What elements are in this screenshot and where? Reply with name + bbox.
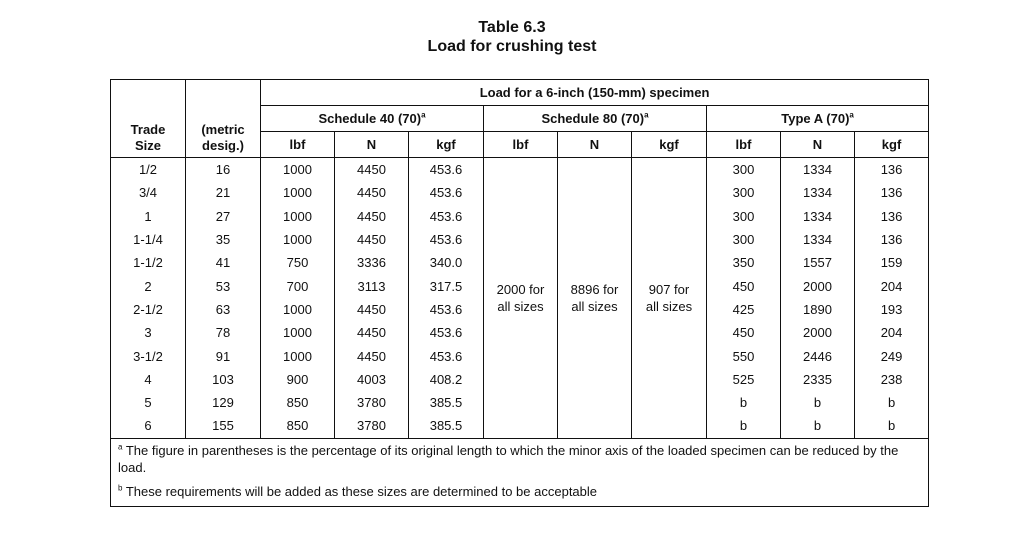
- unit-header: kgf: [409, 132, 484, 158]
- type-a-lbf-cell: 525: [707, 368, 781, 391]
- trade-size-cell: 6: [111, 414, 186, 438]
- table-title: Load for crushing test: [427, 38, 597, 55]
- crushing-load-table: [110, 79, 929, 507]
- metric-designation-cell: 35: [186, 228, 261, 251]
- type-a-n-cell: 1557: [781, 251, 855, 274]
- unit-header: kgf: [632, 132, 707, 158]
- metric-designation-cell: 78: [186, 321, 261, 344]
- type-a-lbf-cell: 425: [707, 298, 781, 321]
- metric-designation-cell: 53: [186, 274, 261, 297]
- type-a-n-cell: 2000: [781, 274, 855, 297]
- trade-size-cell: 2: [111, 274, 186, 297]
- type-a-kgf-cell: 136: [855, 181, 929, 204]
- type-a-n-cell: 1334: [781, 205, 855, 228]
- schedule-40-kgf-cell: 453.6: [409, 321, 484, 344]
- schedule-40-n-cell: 4450: [335, 298, 409, 321]
- trade-size-cell: 2-1/2: [111, 298, 186, 321]
- type-a-n-cell: 1334: [781, 158, 855, 182]
- metric-designation-cell: 91: [186, 344, 261, 367]
- type-a-kgf-cell: 204: [855, 321, 929, 344]
- metric-designation-cell: 16: [186, 158, 261, 182]
- schedule-40-n-cell: 4450: [335, 181, 409, 204]
- schedule-80-kgf-merged: 907 for all sizes: [632, 158, 707, 439]
- schedule-80-header: Schedule 80 $(70)^a$: [484, 106, 707, 132]
- type-a-lbf-cell: 300: [707, 158, 781, 182]
- type-a-kgf-cell: 136: [855, 158, 929, 182]
- schedule-40-kgf-cell: 317.5: [409, 274, 484, 297]
- trade-size-cell: 1/2: [111, 158, 186, 182]
- type-a-kgf-cell: 193: [855, 298, 929, 321]
- type-a-kgf-cell: 238: [855, 368, 929, 391]
- schedule-40-lbf-cell: 1000: [261, 298, 335, 321]
- schedule-40-n-cell: 3780: [335, 414, 409, 438]
- schedule-40-lbf-cell: 1000: [261, 228, 335, 251]
- unit-header: lbf: [484, 132, 558, 158]
- type-a-kgf-cell: 136: [855, 205, 929, 228]
- schedule-40-n-cell: 4450: [335, 228, 409, 251]
- schedule-40-n-cell: 4450: [335, 158, 409, 182]
- metric-designation-header: (metric desig.): [186, 80, 261, 158]
- unit-header: N: [335, 132, 409, 158]
- footnote-b: $^b$ These requirements will be added as these sizes are determined to be acceptable: [118, 483, 598, 499]
- schedule-80-n-merged: 8896 for all sizes: [558, 158, 632, 439]
- trade-size-cell: 1: [111, 205, 186, 228]
- schedule-40-kgf-cell: 408.2: [409, 368, 484, 391]
- type-a-header: Type A $(70)^a$: [707, 106, 929, 132]
- schedule-40-lbf-cell: 1000: [261, 321, 335, 344]
- schedule-40-lbf-cell: 850: [261, 414, 335, 438]
- type-a-lbf-cell: 300: [707, 228, 781, 251]
- type-a-kgf-cell: b: [855, 414, 929, 438]
- type-a-kgf-cell: 204: [855, 274, 929, 297]
- metric-designation-cell: 41: [186, 251, 261, 274]
- metric-designation-cell: 155: [186, 414, 261, 438]
- schedule-40-lbf-cell: 1000: [261, 158, 335, 182]
- schedule-40-n-cell: 3113: [335, 274, 409, 297]
- metric-designation-cell: 21: [186, 181, 261, 204]
- schedule-40-kgf-cell: 453.6: [409, 298, 484, 321]
- trade-size-cell: 3-1/2: [111, 344, 186, 367]
- type-a-lbf-cell: 350: [707, 251, 781, 274]
- type-a-kgf-cell: 159: [855, 251, 929, 274]
- unit-header: N: [781, 132, 855, 158]
- footnote-a: $^a$ The figure in parentheses is the percentage of its original length to which the minor axis of the loaded specimen can be reduced by the load.: [118, 442, 899, 475]
- trade-size-cell: 3/4: [111, 181, 186, 204]
- unit-header: kgf: [855, 132, 929, 158]
- unit-header: lbf: [261, 132, 335, 158]
- schedule-40-kgf-cell: 453.6: [409, 205, 484, 228]
- schedule-40-kgf-cell: 340.0: [409, 251, 484, 274]
- schedule-40-n-cell: 3780: [335, 391, 409, 414]
- type-a-lbf-cell: 450: [707, 321, 781, 344]
- schedule-40-lbf-cell: 750: [261, 251, 335, 274]
- metric-designation-cell: 27: [186, 205, 261, 228]
- type-a-lbf-cell: 300: [707, 205, 781, 228]
- schedule-40-lbf-cell: 1000: [261, 344, 335, 367]
- type-a-lbf-cell: 450: [707, 274, 781, 297]
- schedule-40-lbf-cell: 1000: [261, 181, 335, 204]
- trade-size-cell: 4: [111, 368, 186, 391]
- type-a-lbf-cell: b: [707, 391, 781, 414]
- trade-size-cell: 1-1/2: [111, 251, 186, 274]
- schedule-40-n-cell: 4003: [335, 368, 409, 391]
- metric-designation-cell: 103: [186, 368, 261, 391]
- schedule-40-n-cell: 4450: [335, 205, 409, 228]
- schedule-40-kgf-cell: 385.5: [409, 391, 484, 414]
- table-row: [111, 158, 929, 182]
- type-a-kgf-cell: 136: [855, 228, 929, 251]
- type-a-kgf-cell: b: [855, 391, 929, 414]
- type-a-n-cell: b: [781, 391, 855, 414]
- type-a-lbf-cell: 300: [707, 181, 781, 204]
- schedule-40-lbf-cell: 850: [261, 391, 335, 414]
- metric-designation-cell: 129: [186, 391, 261, 414]
- metric-designation-cell: 63: [186, 298, 261, 321]
- type-a-lbf-cell: b: [707, 414, 781, 438]
- trade-size-cell: 3: [111, 321, 186, 344]
- schedule-40-n-cell: 4450: [335, 344, 409, 367]
- type-a-n-cell: 1890: [781, 298, 855, 321]
- schedule-40-kgf-cell: 453.6: [409, 344, 484, 367]
- schedule-40-kgf-cell: 453.6: [409, 158, 484, 182]
- schedule-40-n-cell: 4450: [335, 321, 409, 344]
- schedule-40-lbf-cell: 900: [261, 368, 335, 391]
- type-a-n-cell: b: [781, 414, 855, 438]
- schedule-40-kgf-cell: 453.6: [409, 181, 484, 204]
- schedule-40-n-cell: 3336: [335, 251, 409, 274]
- type-a-lbf-cell: 550: [707, 344, 781, 367]
- schedule-40-header: Schedule 40 $(70)^a$: [261, 106, 484, 132]
- trade-size-header: Trade Size: [111, 80, 186, 158]
- table-footnotes: [111, 438, 929, 506]
- trade-size-cell: 1-1/4: [111, 228, 186, 251]
- load-group-header: Load for a 6-inch (150-mm) specimen: [261, 80, 929, 106]
- schedule-40-kgf-cell: 453.6: [409, 228, 484, 251]
- trade-size-cell: 5: [111, 391, 186, 414]
- schedule-80-lbf-merged: 2000 for all sizes: [484, 158, 558, 439]
- schedule-40-lbf-cell: 1000: [261, 205, 335, 228]
- schedule-40-kgf-cell: 385.5: [409, 414, 484, 438]
- type-a-n-cell: 1334: [781, 181, 855, 204]
- schedule-40-lbf-cell: 700: [261, 274, 335, 297]
- unit-header: lbf: [707, 132, 781, 158]
- type-a-kgf-cell: 249: [855, 344, 929, 367]
- type-a-n-cell: 1334: [781, 228, 855, 251]
- type-a-n-cell: 2000: [781, 321, 855, 344]
- unit-header: N: [558, 132, 632, 158]
- type-a-n-cell: 2446: [781, 344, 855, 367]
- table-number: Table 6.3: [478, 19, 546, 36]
- type-a-n-cell: 2335: [781, 368, 855, 391]
